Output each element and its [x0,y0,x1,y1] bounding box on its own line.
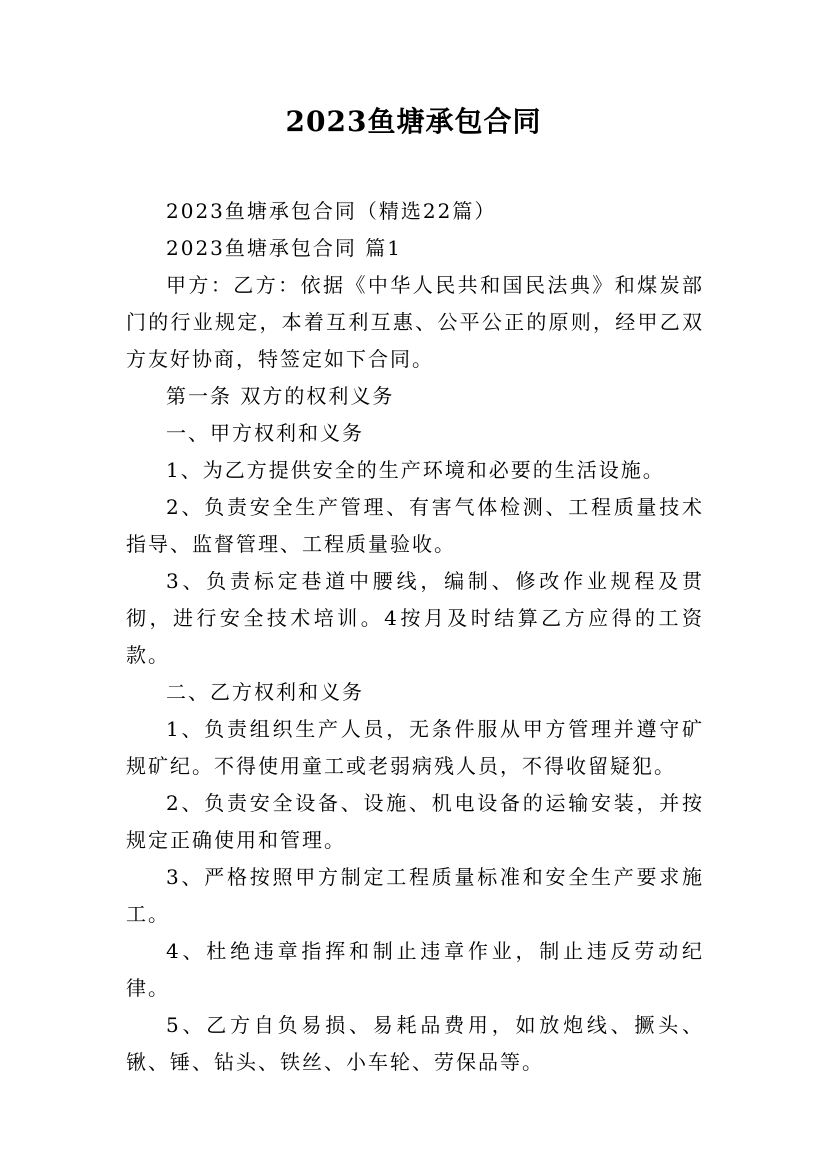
paragraph-chapter-heading: 2023鱼塘承包合同 篇1 [166,236,402,260]
paragraph-b-item-4: 4、杜绝违章指挥和制止违章作业，制止违反劳动纪律。 [126,939,704,1000]
paragraph-preamble: 甲方：乙方：依据《中华人民共和国民法典》和煤炭部门的行业规定，本着互利互惠、公平公正的原则，经甲乙双方友好协商，特签定如下合同。 [126,273,704,371]
document-body [126,193,704,1081]
paragraph-b-item-2: 2、负责安全设备、设施、机电设备的运输安装，并按规定正确使用和管理。 [126,791,704,852]
paragraph-b-item-3: 3、严格按照甲方制定工程质量标准和安全生产要求施工。 [126,865,704,926]
paragraph-b-item-1: 1、负责组织生产人员，无条件服从甲方管理并遵守矿规矿纪。不得使用童工或老弱病残人员，不得收留疑犯。 [126,717,704,778]
paragraph-section-b-heading: 二、乙方权利和义务 [166,680,364,704]
document-title: 2023鱼塘承包合同 [285,105,542,138]
paragraph-a-item-3: 3、负责标定巷道中腰线，编制、修改作业规程及贯彻，进行安全技术培训。4按月及时结算乙方应得的工资款。 [126,569,704,667]
paragraph-collection-title: 2023鱼塘承包合同（精选22篇） [166,199,497,223]
paragraph-a-item-1: 1、为乙方提供安全的生产环境和必要的生活设施。 [166,458,665,482]
paragraph-a-item-2: 2、负责安全生产管理、有害气体检测、工程质量技术指导、监督管理、工程质量验收。 [126,495,704,556]
paragraph-section-a-heading: 一、甲方权利和义务 [166,421,364,445]
paragraph-article-heading: 第一条 双方的权利义务 [166,384,395,408]
paragraph-b-item-5: 5、乙方自负易损、易耗品费用，如放炮线、撅头、锹、锤、钻头、铁丝、小车轮、劳保品等。 [126,1013,704,1074]
